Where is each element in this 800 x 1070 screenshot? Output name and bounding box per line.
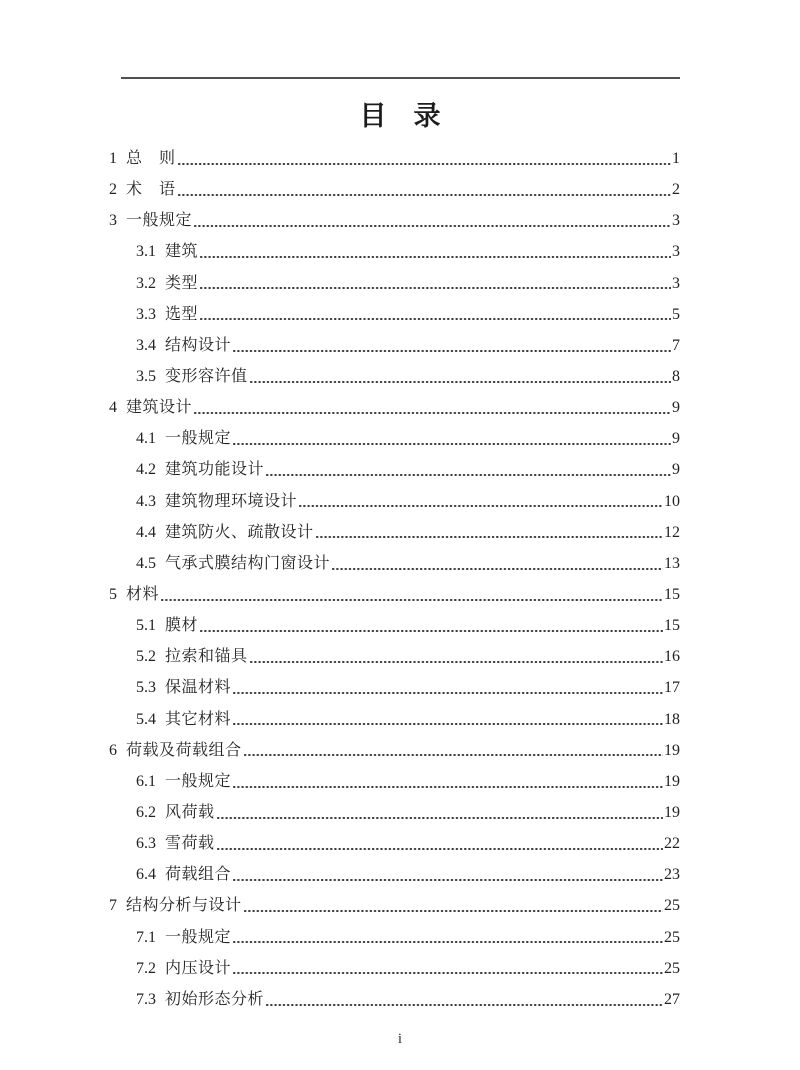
toc-entry-page-number: 23: [664, 866, 680, 884]
dot-leader: [242, 890, 664, 921]
dot-leader: [231, 766, 664, 797]
toc-entry-page-number: 13: [664, 554, 680, 572]
toc-entry-number: 4.1: [136, 430, 156, 448]
toc-entry-number: 4: [109, 399, 117, 417]
toc-entry[interactable]: [109, 579, 680, 610]
dot-leader: [198, 610, 664, 641]
toc-entry-label: 荷载组合: [165, 866, 232, 884]
toc-entry-label: 建筑设计: [126, 399, 193, 417]
toc-entry-label: 一般规定: [165, 928, 232, 946]
toc-entry[interactable]: [109, 984, 680, 1015]
dot-leader: [198, 299, 672, 330]
toc-entry-label: 一般规定: [165, 772, 232, 790]
dot-leader: [176, 174, 672, 205]
dot-leader: [231, 423, 672, 454]
toc-entry-label: 类型: [165, 274, 199, 292]
toc-entry-label: 一般规定: [126, 212, 193, 230]
toc-entry[interactable]: [109, 922, 680, 953]
toc-entry-page-number: 1: [672, 150, 680, 167]
toc-entry-label: 保温材料: [165, 679, 232, 697]
toc-entry[interactable]: [109, 517, 680, 548]
dot-leader: [297, 486, 664, 517]
dot-leader: [242, 735, 664, 766]
toc-entry[interactable]: [109, 953, 680, 984]
toc-entry-label: 结构设计: [165, 336, 232, 354]
dot-leader: [215, 828, 664, 859]
toc-entry[interactable]: [109, 828, 680, 859]
dot-leader: [264, 454, 672, 485]
toc-entry-label: 建筑防火、疏散设计: [165, 523, 314, 541]
toc-entry-page-number: 9: [672, 399, 680, 417]
toc-entry[interactable]: [109, 205, 680, 236]
dot-leader: [264, 984, 664, 1015]
toc-entry[interactable]: [109, 766, 680, 797]
toc-entry-label: 一般规定: [165, 430, 232, 448]
toc-entry-label: 总 则: [126, 150, 176, 167]
toc-entry-page-number: 25: [664, 959, 680, 977]
toc-entry-label: 气承式膜结构门窗设计: [165, 554, 331, 572]
toc-entry[interactable]: [109, 423, 680, 454]
toc-entry-number: 3.2: [136, 274, 156, 292]
toc-entry-number: 6: [109, 741, 117, 759]
toc-entry-number: 7.1: [136, 928, 156, 946]
toc-entry-number: 4.2: [136, 461, 156, 479]
toc-entry-label: 雪荷载: [165, 835, 215, 853]
toc-entry[interactable]: [109, 236, 680, 267]
toc-entry-label: 风荷载: [165, 803, 215, 821]
toc-entry[interactable]: [109, 330, 680, 361]
toc-entry-number: 1: [109, 150, 117, 167]
footer-page-number: i: [397, 1031, 403, 1047]
toc-entry[interactable]: [109, 268, 680, 299]
toc-entry-page-number: 9: [672, 430, 680, 448]
toc-entry-number: 3.4: [136, 336, 156, 354]
toc-entry-number: 5: [109, 585, 117, 603]
dot-leader: [330, 548, 664, 579]
dot-leader: [314, 517, 664, 548]
toc-entry[interactable]: [109, 174, 680, 205]
toc-entry-number: 6.4: [136, 866, 156, 884]
toc-entry-label: 变形容许值: [165, 367, 248, 385]
dot-leader: [248, 361, 672, 392]
toc-entry-number: 3: [109, 212, 117, 230]
toc-entry-number: 2: [109, 181, 117, 199]
header-rule: [121, 77, 680, 79]
toc-entry[interactable]: [109, 859, 680, 890]
toc-entry-page-number: 16: [664, 648, 680, 666]
dot-leader: [192, 392, 672, 423]
dot-leader: [176, 143, 672, 174]
dot-leader: [248, 641, 664, 672]
toc-entry-number: 5.3: [136, 679, 156, 697]
toc-entry[interactable]: [109, 890, 680, 921]
toc-entry-number: 4.3: [136, 492, 156, 510]
toc-entry[interactable]: [109, 672, 680, 703]
toc-entry-number: 3.1: [136, 243, 156, 261]
toc-entry-page-number: 25: [664, 928, 680, 946]
toc-entry-label: 建筑功能设计: [165, 461, 265, 479]
toc-entry-page-number: 3: [672, 243, 680, 261]
dot-leader: [198, 236, 672, 267]
toc-entry-number: 6.1: [136, 772, 156, 790]
toc-entry[interactable]: [109, 299, 680, 330]
toc-entry[interactable]: [109, 641, 680, 672]
page-title: 目 录: [359, 101, 441, 131]
toc-entry-page-number: 12: [664, 523, 680, 541]
toc-entry-page-number: 5: [672, 305, 680, 323]
toc-entry[interactable]: [109, 143, 680, 174]
toc-entry[interactable]: [109, 548, 680, 579]
toc-entry-page-number: 3: [672, 274, 680, 292]
toc-entry-number: 7: [109, 897, 117, 915]
toc-entry-page-number: 10: [664, 492, 680, 510]
toc-entry-page-number: 25: [664, 897, 680, 915]
toc-entry-label: 选型: [165, 305, 199, 323]
toc-entry-page-number: 18: [664, 710, 680, 728]
toc-entry-number: 7.2: [136, 959, 156, 977]
toc-entry-number: 5.4: [136, 710, 156, 728]
toc-entry-number: 6.3: [136, 835, 156, 853]
toc-entry-page-number: 3: [672, 212, 680, 230]
toc-entry-number: 3.5: [136, 367, 156, 385]
toc-entry-page-number: 8: [672, 367, 680, 385]
toc-entry-label: 材料: [126, 585, 160, 603]
toc-entry-label: 建筑: [165, 243, 199, 261]
toc-entry-page-number: 15: [664, 617, 680, 635]
toc-entry[interactable]: [109, 735, 680, 766]
dot-leader: [231, 704, 664, 735]
toc-entry-number: 4.5: [136, 554, 156, 572]
dot-leader: [231, 330, 672, 361]
toc-entry-page-number: 7: [672, 336, 680, 354]
dot-leader: [231, 672, 664, 703]
toc-entry-label: 荷载及荷载组合: [126, 741, 242, 759]
toc-entry[interactable]: [109, 704, 680, 735]
toc-entry-page-number: 15: [664, 585, 680, 603]
toc-entry-page-number: 19: [664, 741, 680, 759]
toc-entry-label: 术 语: [126, 181, 176, 199]
toc-entry[interactable]: [109, 361, 680, 392]
toc-entry-label: 初始形态分析: [165, 990, 265, 1008]
toc-entry-label: 内压设计: [165, 959, 232, 977]
toc-entry-number: 4.4: [136, 523, 156, 541]
toc-entry-label: 建筑物理环境设计: [165, 492, 298, 510]
toc-entry[interactable]: [109, 797, 680, 828]
toc-entry-number: 3.3: [136, 305, 156, 323]
toc-entry-number: 7.3: [136, 990, 156, 1008]
toc-entry-page-number: 19: [664, 772, 680, 790]
dot-leader: [198, 268, 672, 299]
toc-entry-label: 结构分析与设计: [126, 897, 242, 915]
toc-list: [109, 143, 680, 1015]
dot-leader: [159, 579, 664, 610]
dot-leader: [192, 205, 672, 236]
toc-entry-label: 拉索和锚具: [165, 648, 248, 666]
toc-entry-number: 5.1: [136, 617, 156, 635]
toc-entry[interactable]: [109, 610, 680, 641]
toc-entry-page-number: 22: [664, 835, 680, 853]
dot-leader: [231, 859, 664, 890]
toc-entry-number: 6.2: [136, 803, 156, 821]
dot-leader: [231, 922, 664, 953]
toc-entry-page-number: 17: [664, 679, 680, 697]
dot-leader: [231, 953, 664, 984]
toc-entry-number: 5.2: [136, 648, 156, 666]
toc-entry-page-number: 19: [664, 803, 680, 821]
toc-entry-label: 膜材: [165, 617, 199, 635]
toc-entry-page-number: 9: [672, 461, 680, 479]
toc-entry[interactable]: [109, 392, 680, 423]
toc-entry-page-number: 27: [664, 990, 680, 1008]
toc-entry-page-number: 2: [672, 181, 680, 199]
toc-entry-label: 其它材料: [165, 710, 232, 728]
toc-entry[interactable]: [109, 454, 680, 485]
dot-leader: [215, 797, 664, 828]
toc-entry[interactable]: [109, 486, 680, 517]
